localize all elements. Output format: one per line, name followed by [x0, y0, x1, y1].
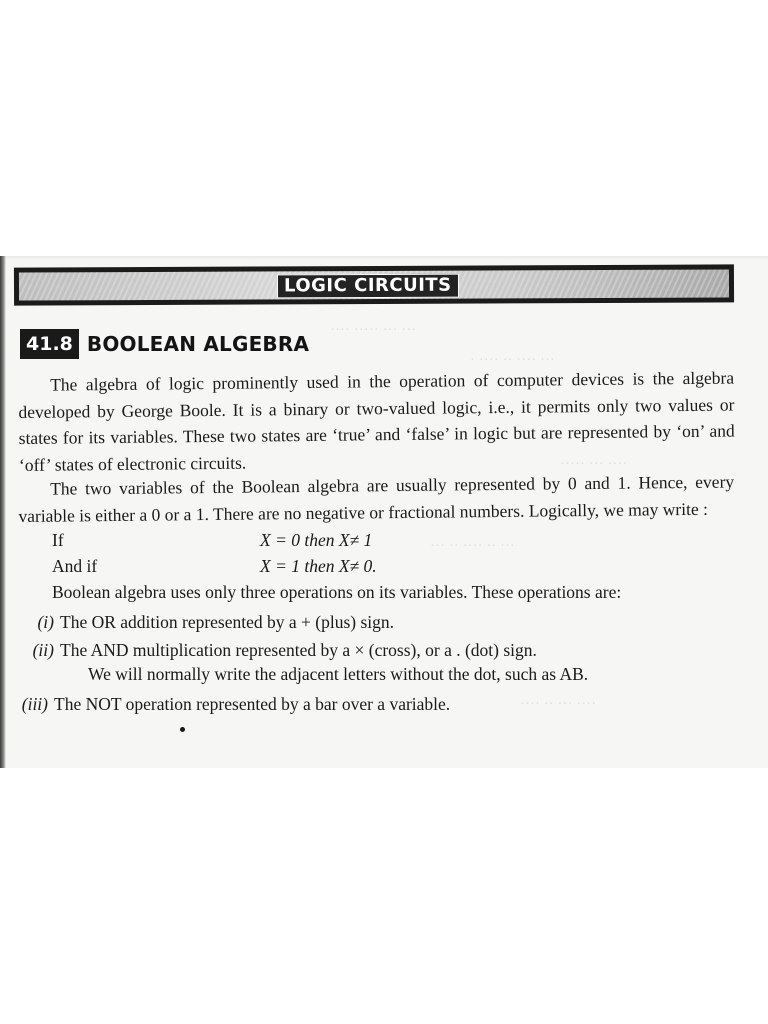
photo-edge: [0, 256, 768, 260]
bleed-through-text: ···· ··· ·· ····: [520, 696, 597, 712]
operation-index: [14, 692, 48, 716]
book-page-photo: [0, 256, 768, 768]
chapter-header-band: [14, 264, 734, 305]
paragraph-1: The algebra of logic prominently used in the operation of computer devices is the algebra developed by George Boole. It is a binary or two-valued logic, i.e., it permits only two values or states for its variables. These two states are ‘true’ and ‘false’ in logic but are represented by ‘on’ and ‘off’ states of electronic circuits.: [18, 367, 735, 475]
operation-index-text: (ii): [32, 640, 54, 660]
section-number: 41.8: [20, 329, 79, 359]
operation-text: The OR addition represented by a + (plus) sign.: [60, 612, 395, 632]
operation-index: [20, 610, 54, 634]
paragraph-2: The two variables of the Boolean algebra are usually represented by 0 and 1. Hence, every variable is either a 0 or a 1. There are no negative or fractional numbers. Logically, we may write :: [18, 471, 735, 526]
operation-index: [20, 638, 54, 662]
condition-expression-text: X = 1 then X≠ 0.: [260, 556, 377, 576]
bleed-through-text: ···· ··· ·····: [560, 456, 628, 472]
condition-expression: [260, 528, 372, 552]
operations-intro: Boolean algebra uses only three operations on its variables. These operations are:: [52, 582, 622, 602]
operation-text: The AND multiplication represented by a × (cross), or a . (dot) sign.: [60, 640, 537, 660]
chapter-header-texture: [19, 269, 729, 300]
bleed-through-text: ··· ··· ····· ····: [330, 322, 417, 338]
operation-item: [20, 610, 394, 634]
operation-index-text: (iii): [21, 694, 48, 714]
condition-label: If: [52, 530, 64, 550]
chapter-title: LOGIC CIRCUITS: [277, 274, 459, 299]
bleed-through-text: ··· ·· ···· ·· ···: [430, 538, 515, 554]
section-title: BOOLEAN ALGEBRA: [86, 332, 310, 356]
operation-text: The NOT operation represented by a bar over a variable.: [54, 694, 451, 714]
operation-item: [20, 638, 537, 662]
section-heading: [20, 328, 309, 360]
book-spine-edge: [0, 256, 6, 768]
condition-expression: [260, 554, 377, 578]
ink-dot: [180, 727, 185, 732]
operation-index-text: (i): [37, 612, 54, 632]
condition-expression-text: X = 0 then X≠ 1: [260, 530, 373, 550]
condition-label: And if: [52, 556, 98, 576]
operation-item: [14, 692, 450, 716]
bleed-through-text: ··· ···· ·· ···· ·: [470, 352, 555, 368]
operation-note: We will normally write the adjacent letters without the dot, such as AB.: [88, 664, 589, 684]
